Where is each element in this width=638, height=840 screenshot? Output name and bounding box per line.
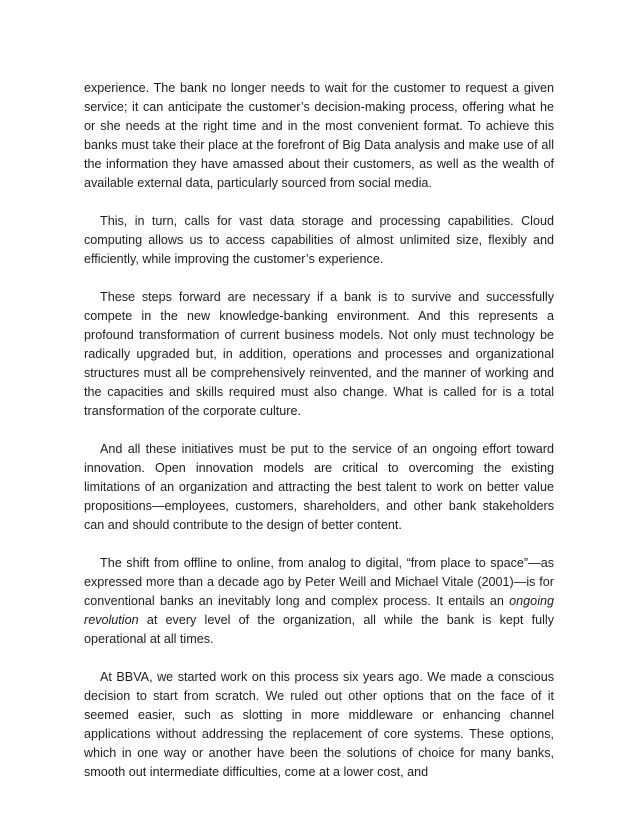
- document-page: [84, 79, 554, 782]
- paragraph-business-transformation: These steps forward are necessary if a bank is to survive and successfully compete in the new knowledge-banking environment. And this represents a profound transformation of current business models. Not only must technology be radically upgraded but, in addition, operations and processes and organizational structures must all be comprehensively reinvented, and the manner of working and the capacities and skills required must also change. What is called for is a total transformation of the corporate culture.: [84, 290, 554, 418]
- paragraph-offline-to-online-start: The shift from offline to online, from analog to digital, “from place to space”—as expressed more than a decade ago by Peter Weill and Michael Vitale (2001)—is for conventional banks an inevitably long and complex process. It entails an: [84, 556, 554, 608]
- paragraph-cloud-computing: This, in turn, calls for vast data storage and processing capabilities. Cloud computing allows us to access capabilities of almost unlimited size, flexibly and efficiently, while improving the customer’s experience.: [84, 214, 554, 266]
- paragraph-offline-to-online-end: at every level of the organization, all while the bank is kept fully operational at all times.: [84, 613, 554, 646]
- paragraph-open-innovation: And all these initiatives must be put to the service of an ongoing effort toward innovation. Open innovation models are critical to overcoming the existing limitations of an organization and attracting the best talent to work on better value propositions—employees, customers, shareholders, and other bank stakeholders can and should contribute to the design of better content.: [84, 442, 554, 532]
- emphasis-ongoing-revolution: ongoing revolution: [84, 594, 554, 627]
- paragraph-offline-to-online: [84, 554, 554, 649]
- paragraph-big-data: experience. The bank no longer needs to wait for the customer to request a given service; it can anticipate the customer’s decision-making process, offering what he or she needs at the right time and in the most convenient format. To achieve this banks must take their place at the forefront of Big Data analysis and make use of all the information they have amassed about their customers, as well as the wealth of available external data, particularly sourced from social media.: [84, 81, 554, 190]
- paragraph-bbva-process: At BBVA, we started work on this process six years ago. We made a conscious decision to start from scratch. We ruled out other options that on the face of it seemed easier, such as slotting in more middleware or enhancing channel applications without addressing the replacement of core systems. These options, which in one way or another have been the solutions of choice for many banks, smooth out intermediate difficulties, come at a lower cost, and: [84, 670, 554, 779]
